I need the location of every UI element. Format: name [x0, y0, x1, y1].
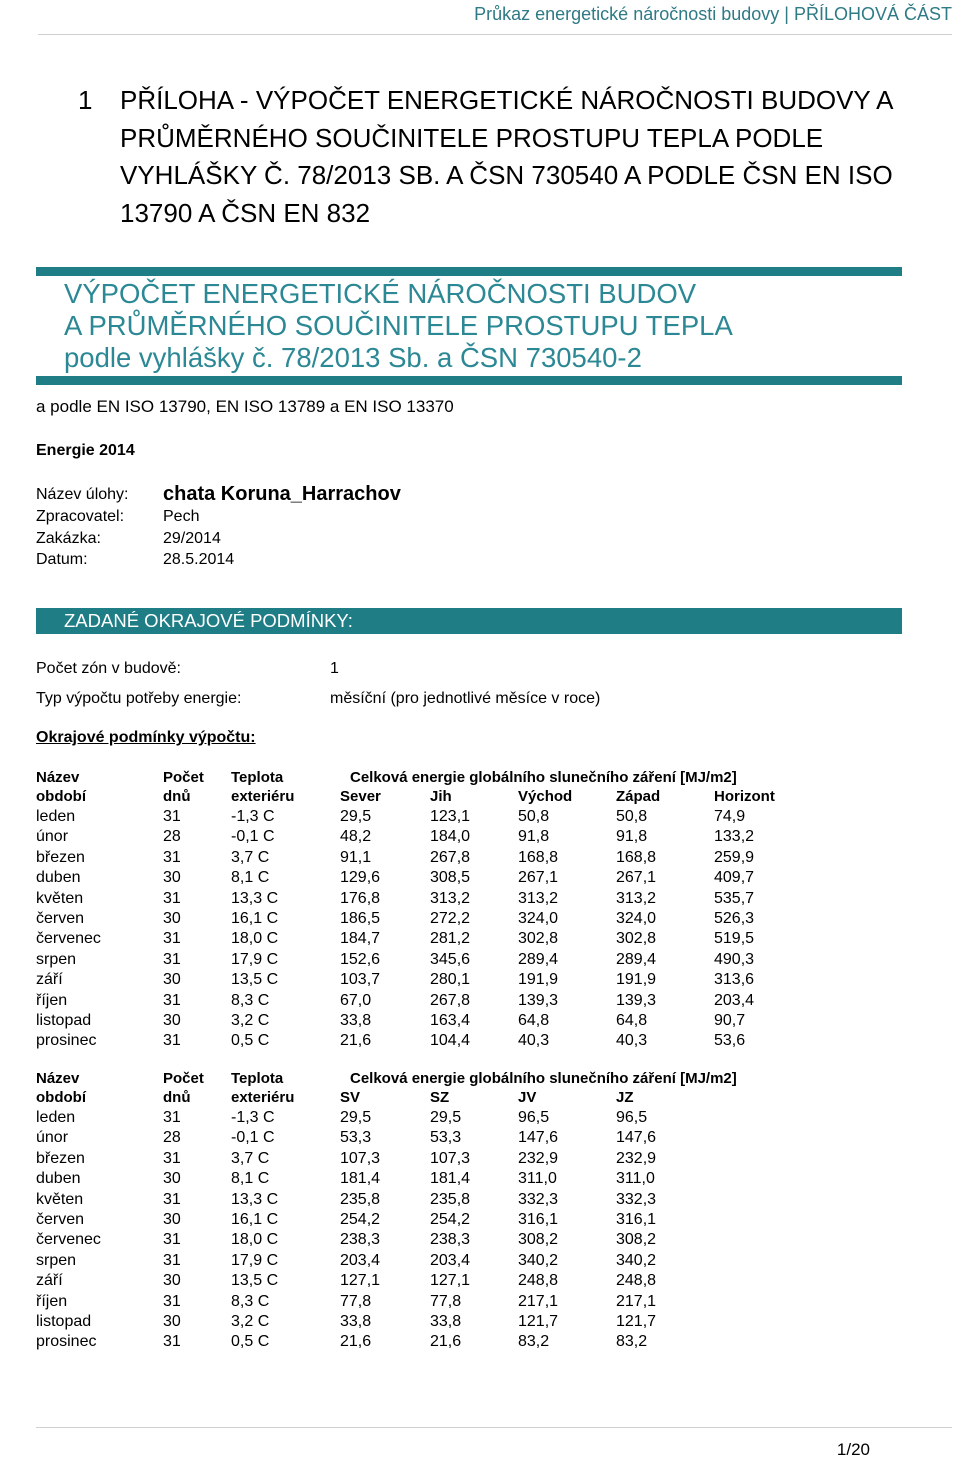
table-cell: 313,2 — [616, 889, 657, 907]
month-cell: květen — [36, 1190, 84, 1208]
table-cell: 31 — [163, 1333, 181, 1351]
table-cell: 83,2 — [616, 1333, 648, 1351]
col-header-days: Počet — [163, 769, 204, 786]
table-cell: 281,2 — [430, 930, 471, 948]
month-cell: červen — [36, 1211, 85, 1228]
chapter-title — [120, 82, 960, 232]
table-cell: 29,5 — [430, 1109, 462, 1126]
chapter-title-line: VYHLÁŠKY Č. 78/2013 SB. A ČSN 730540 A PODLE ČSN EN ISO — [120, 160, 893, 190]
table-cell: 77,8 — [340, 1292, 372, 1310]
col-subheader: exteriéru — [231, 1089, 295, 1106]
col-header-solar: Celková energie globálního slunečního záření [MJ/m2] — [350, 769, 737, 786]
table-cell: 31 — [163, 1109, 181, 1126]
col-subheader: SZ — [430, 1089, 450, 1106]
table-cell: 121,7 — [518, 1313, 559, 1330]
table-cell: 91,8 — [518, 828, 550, 846]
table-cell: 48,2 — [340, 828, 372, 846]
table-cell: -0,1 C — [231, 828, 275, 846]
table-cell: 267,8 — [430, 991, 471, 1009]
table-cell: 313,6 — [714, 971, 755, 989]
table-cell: 313,2 — [430, 889, 471, 907]
month-cell: prosinec — [36, 1032, 97, 1050]
table-cell: 13,5 C — [231, 971, 279, 989]
table-cell: 0,5 C — [231, 1032, 270, 1050]
report-title-line: VÝPOČET ENERGETICKÉ NÁROČNOSTI BUDOV — [64, 278, 697, 309]
col-header-solar: Celková energie globálního slunečního záření [MJ/m2] — [350, 1070, 737, 1087]
table-cell: 53,3 — [340, 1129, 372, 1147]
month-cell: prosinec — [36, 1333, 97, 1351]
table-cell: 259,9 — [714, 848, 755, 866]
table-cell: 248,8 — [518, 1272, 559, 1290]
table-cell: 272,2 — [430, 910, 471, 927]
table-cell: 168,8 — [518, 848, 559, 866]
col-subheader: SV — [340, 1089, 361, 1106]
table-cell: 31 — [163, 1032, 181, 1050]
table-cell: 324,0 — [518, 910, 559, 927]
table-cell: 31 — [163, 1190, 181, 1208]
col-subheader: období — [36, 1089, 86, 1106]
month-cell: březen — [36, 1149, 85, 1167]
table-cell: 332,3 — [616, 1190, 657, 1208]
table-cell: 31 — [163, 950, 181, 968]
table-cell: 121,7 — [616, 1313, 657, 1330]
table-cell: 96,5 — [518, 1109, 550, 1126]
month-cell: květen — [36, 889, 84, 907]
table-cell: 8,1 C — [231, 869, 270, 887]
col-subheader: exteriéru — [231, 788, 295, 805]
col-header-name: Název — [36, 1070, 80, 1087]
table-cell: 133,2 — [714, 828, 755, 846]
col-subheader: Východ — [518, 788, 573, 805]
chapter-title-line: 13790 A ČSN EN 832 — [120, 197, 371, 228]
calc-type-label: Typ výpočtu potřeby energie: — [36, 690, 242, 707]
table-cell: 181,4 — [340, 1170, 381, 1188]
table-cell: 289,4 — [616, 950, 657, 968]
table-cell: 67,0 — [340, 991, 372, 1009]
table-cell: -1,3 C — [231, 808, 275, 825]
table-cell: 535,7 — [714, 889, 755, 907]
table-cell: 302,8 — [616, 930, 657, 948]
table-cell: 3,7 C — [231, 1149, 270, 1167]
table-cell: 103,7 — [340, 971, 381, 989]
table-cell: 29,5 — [340, 808, 372, 825]
table-cell: 96,5 — [616, 1109, 648, 1126]
table-cell: 53,6 — [714, 1032, 746, 1050]
table-cell: 217,1 — [616, 1292, 657, 1310]
table-cell: 186,5 — [340, 910, 381, 927]
table-cell: -0,1 C — [231, 1129, 275, 1147]
month-cell: srpen — [36, 1251, 77, 1269]
order-label: Zakázka: — [36, 530, 101, 547]
table-cell: 203,4 — [340, 1251, 381, 1269]
table-cell: 302,8 — [518, 930, 559, 948]
table-cell: 8,3 C — [231, 991, 270, 1009]
table-cell: 409,7 — [714, 869, 755, 887]
table-cell: 129,6 — [340, 869, 381, 887]
chapter-number: 1 — [78, 85, 93, 115]
col-header-temp: Teplota — [231, 769, 284, 786]
col-header-name: Název — [36, 769, 80, 786]
table-cell: 267,1 — [616, 869, 657, 887]
table-cell: 50,8 — [616, 808, 648, 825]
table-cell: 31 — [163, 930, 181, 948]
table-cell: 31 — [163, 1292, 181, 1310]
software-name: Energie 2014 — [36, 442, 135, 459]
report-title — [64, 278, 904, 374]
footer-divider — [36, 1427, 952, 1428]
task-name-value: chata Koruna_Harrachov — [163, 483, 401, 505]
table-cell: 13,5 C — [231, 1272, 279, 1290]
table-cell: 31 — [163, 808, 181, 825]
running-header: Průkaz energetické náročnosti budovy | PŘÍLOHOVÁ ČÁST — [474, 4, 952, 24]
table-cell: 91,8 — [616, 828, 648, 846]
table-cell: 31 — [163, 991, 181, 1009]
table-cell: 29,5 — [340, 1109, 372, 1126]
col-subheader: dnů — [163, 1089, 191, 1106]
month-cell: listopad — [36, 1313, 92, 1330]
table-cell: 30 — [163, 869, 181, 887]
table-cell: 184,0 — [430, 828, 471, 846]
table-cell: 30 — [163, 1211, 181, 1228]
month-cell: červenec — [36, 930, 101, 948]
table-cell: 33,8 — [340, 1313, 372, 1330]
page-number: 1/20 — [836, 1440, 870, 1459]
calc-type-value: měsíční (pro jednotlivé měsíce v roce) — [330, 690, 601, 707]
table-cell: 345,6 — [430, 950, 471, 968]
table-cell: 316,1 — [616, 1211, 657, 1228]
table-cell: 8,1 C — [231, 1170, 270, 1188]
table-cell: 232,9 — [616, 1149, 657, 1167]
table-cell: 3,2 C — [231, 1313, 270, 1330]
col-subheader: období — [36, 788, 86, 805]
table-cell: 107,3 — [340, 1149, 381, 1167]
table-cell: 152,6 — [340, 950, 381, 968]
table-cell: 104,4 — [430, 1032, 471, 1050]
table-cell: 0,5 C — [231, 1333, 270, 1351]
table-cell: 64,8 — [518, 1012, 550, 1029]
month-cell: červen — [36, 910, 85, 927]
table-cell: 127,1 — [340, 1272, 381, 1290]
date-value: 28.5.2014 — [163, 551, 235, 568]
table-cell: 238,3 — [430, 1231, 471, 1249]
table-cell: 238,3 — [340, 1231, 381, 1249]
table-cell: 184,7 — [340, 930, 381, 948]
month-cell: červenec — [36, 1231, 101, 1249]
table-cell: 139,3 — [518, 991, 559, 1009]
table-cell: -1,3 C — [231, 1109, 275, 1126]
table-cell: 53,3 — [430, 1129, 462, 1147]
table-cell: 30 — [163, 1012, 181, 1029]
table-cell: 311,0 — [616, 1170, 655, 1188]
report-title-line: A PRŮMĚRNÉHO SOUČINITELE PROSTUPU TEPLA — [64, 310, 733, 341]
table-cell: 203,4 — [430, 1251, 471, 1269]
month-cell: březen — [36, 848, 85, 866]
table-cell: 8,3 C — [231, 1292, 270, 1310]
table-cell: 311,0 — [518, 1170, 557, 1188]
table-cell: 30 — [163, 971, 181, 989]
table-cell: 21,6 — [340, 1333, 372, 1351]
table-cell: 191,9 — [518, 971, 559, 989]
table-cell: 31 — [163, 889, 181, 907]
section-title: ZADANÉ OKRAJOVÉ PODMÍNKY: — [64, 610, 353, 631]
month-cell: září — [36, 971, 63, 989]
table-cell: 232,9 — [518, 1149, 559, 1167]
table-cell: 181,4 — [430, 1170, 471, 1188]
table-cell: 31 — [163, 1231, 181, 1249]
table-cell: 77,8 — [430, 1292, 462, 1310]
table-cell: 18,0 C — [231, 930, 279, 948]
table-cell: 31 — [163, 1149, 181, 1167]
table-cell: 123,1 — [430, 808, 471, 825]
table-cell: 17,9 C — [231, 950, 279, 968]
table-cell: 248,8 — [616, 1272, 657, 1290]
table-cell: 91,1 — [340, 848, 372, 866]
table-cell: 308,2 — [518, 1231, 559, 1249]
table-cell: 17,9 C — [231, 1251, 279, 1269]
table-cell: 127,1 — [430, 1272, 471, 1290]
table-cell: 74,9 — [714, 808, 746, 825]
table-cell: 235,8 — [340, 1190, 381, 1208]
table-cell: 13,3 C — [231, 889, 279, 907]
month-cell: duben — [36, 869, 81, 887]
month-cell: listopad — [36, 1012, 92, 1029]
table-cell: 30 — [163, 910, 181, 927]
table-cell: 28 — [163, 828, 181, 846]
title-bottom-bar — [36, 376, 902, 385]
table-cell: 254,2 — [340, 1211, 381, 1228]
chapter-title-line: PŘÍLOHA - VÝPOČET ENERGETICKÉ NÁROČNOSTI BUDOVY A — [120, 85, 894, 115]
table-cell: 16,1 C — [231, 910, 279, 927]
table-cell: 64,8 — [616, 1012, 648, 1029]
standards-subtitle: a podle EN ISO 13790, EN ISO 13789 a EN ISO 13370 — [36, 397, 454, 416]
table-cell: 289,4 — [518, 950, 559, 968]
table-cell: 40,3 — [616, 1032, 648, 1050]
report-title-line: podle vyhlášky č. 78/2013 Sb. a ČSN 730540-2 — [64, 342, 642, 373]
table-cell: 324,0 — [616, 910, 657, 927]
zone-count-label: Počet zón v budově: — [36, 660, 181, 677]
table-cell: 3,7 C — [231, 848, 270, 866]
table-cell: 83,2 — [518, 1333, 550, 1351]
table-cell: 33,8 — [340, 1012, 372, 1029]
month-cell: říjen — [36, 1292, 68, 1310]
month-cell: duben — [36, 1170, 81, 1188]
table-cell: 147,6 — [518, 1129, 559, 1147]
table-cell: 308,5 — [430, 869, 471, 887]
author-label: Zpracovatel: — [36, 508, 125, 525]
table-cell: 316,1 — [518, 1211, 559, 1228]
header-divider — [38, 34, 952, 35]
author-value: Pech — [163, 508, 200, 525]
table-cell: 235,8 — [430, 1190, 471, 1208]
table-cell: 267,8 — [430, 848, 471, 866]
table-cell: 40,3 — [518, 1032, 550, 1050]
table-cell: 280,1 — [430, 971, 471, 989]
month-cell: srpen — [36, 950, 77, 968]
col-subheader: JZ — [616, 1089, 634, 1106]
table-cell: 30 — [163, 1313, 181, 1330]
order-value: 29/2014 — [163, 530, 221, 547]
table-cell: 147,6 — [616, 1129, 657, 1147]
col-subheader: Západ — [616, 788, 661, 805]
table-cell: 519,5 — [714, 930, 755, 948]
table-cell: 217,1 — [518, 1292, 559, 1310]
col-header-temp: Teplota — [231, 1070, 284, 1087]
month-cell: leden — [36, 1109, 76, 1126]
table-cell: 168,8 — [616, 848, 657, 866]
table-cell: 30 — [163, 1170, 181, 1188]
table-cell: 18,0 C — [231, 1231, 279, 1249]
month-cell: únor — [36, 828, 69, 846]
col-subheader: dnů — [163, 788, 191, 805]
table-cell: 267,1 — [518, 869, 559, 887]
boundary-conditions-heading: Okrajové podmínky výpočtu: — [36, 729, 256, 746]
zone-count-value: 1 — [330, 660, 339, 677]
table-cell: 526,3 — [714, 910, 755, 927]
month-cell: říjen — [36, 991, 68, 1009]
table-cell: 332,3 — [518, 1190, 559, 1208]
month-cell: leden — [36, 808, 76, 825]
table-cell: 490,3 — [714, 950, 755, 968]
table-cell: 313,2 — [518, 889, 559, 907]
chapter-title-line: PRŮMĚRNÉHO SOUČINITELE PROSTUPU TEPLA PODLE — [120, 122, 824, 153]
table-cell: 308,2 — [616, 1231, 657, 1249]
date-label: Datum: — [36, 551, 88, 568]
title-top-bar — [36, 267, 902, 276]
col-header-days: Počet — [163, 1070, 204, 1087]
table-cell: 31 — [163, 1251, 181, 1269]
table-cell: 203,4 — [714, 991, 755, 1009]
table-cell: 163,4 — [430, 1012, 471, 1029]
month-cell: únor — [36, 1129, 69, 1147]
table-cell: 21,6 — [340, 1032, 372, 1050]
month-cell: září — [36, 1272, 63, 1290]
table-cell: 340,2 — [616, 1251, 657, 1269]
col-subheader: Sever — [340, 788, 381, 805]
table-cell: 3,2 C — [231, 1012, 270, 1029]
table-cell: 191,9 — [616, 971, 657, 989]
col-subheader: JV — [518, 1089, 537, 1106]
col-subheader: Jih — [430, 788, 452, 805]
table-cell: 31 — [163, 848, 181, 866]
table-cell: 16,1 C — [231, 1211, 279, 1228]
table-cell: 340,2 — [518, 1251, 559, 1269]
table-cell: 50,8 — [518, 808, 550, 825]
table-cell: 176,8 — [340, 889, 381, 907]
table-cell: 21,6 — [430, 1333, 462, 1351]
table-cell: 28 — [163, 1129, 181, 1147]
task-name-label: Název úlohy: — [36, 486, 129, 503]
table-cell: 90,7 — [714, 1012, 746, 1029]
table-cell: 13,3 C — [231, 1190, 279, 1208]
table-cell: 107,3 — [430, 1149, 471, 1167]
table-cell: 30 — [163, 1272, 181, 1290]
table-cell: 33,8 — [430, 1313, 462, 1330]
table-cell: 139,3 — [616, 991, 657, 1009]
col-subheader: Horizont — [714, 788, 775, 805]
table-cell: 254,2 — [430, 1211, 471, 1228]
